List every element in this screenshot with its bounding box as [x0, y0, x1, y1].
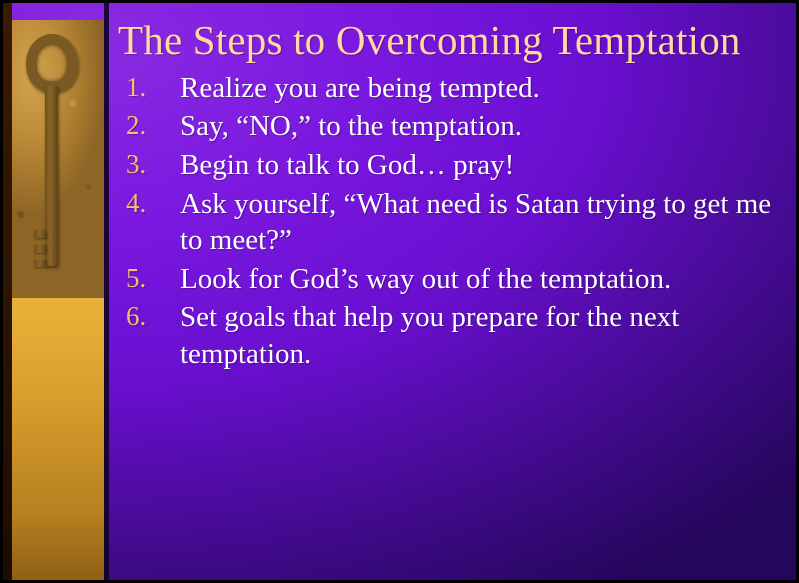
- key-tooth: [34, 260, 46, 267]
- key-tooth: [34, 230, 46, 238]
- list-item-text: Begin to talk to God… pray!: [180, 148, 515, 181]
- key-icon: [22, 34, 82, 284]
- list-item: [118, 108, 787, 145]
- list-item-number: 1.: [126, 71, 147, 102]
- list-item-number: 4.: [126, 187, 147, 218]
- list-item-number: 3.: [126, 148, 147, 179]
- list-item-text: Ask yourself, “What need is Satan trying to get me to meet?”: [180, 187, 772, 257]
- list-item-text: Realize you are being tempted.: [180, 71, 540, 104]
- list-item-text: Set goals that help you prepare for the next temptation.: [180, 301, 680, 370]
- list-item: [118, 299, 787, 372]
- steps-list: [118, 70, 787, 372]
- key-photograph: [0, 20, 104, 298]
- list-item-number: 2.: [126, 110, 147, 141]
- slide-title: The Steps to Overcoming Temptation: [118, 17, 741, 63]
- list-item: [118, 261, 787, 298]
- list-item: [118, 186, 787, 259]
- key-shaft: [45, 86, 58, 266]
- list-item-number: 6.: [126, 301, 147, 332]
- list-item: [118, 70, 787, 107]
- left-decorative-column: [0, 0, 104, 583]
- key-tooth: [34, 245, 46, 253]
- list-item-text: Look for God’s way out of the temptation.: [180, 262, 672, 295]
- left-edge-strip: [0, 0, 12, 583]
- slide-content: [109, 0, 799, 583]
- list-item: [118, 147, 787, 184]
- gold-panel: [0, 298, 104, 583]
- list-item-number: 5.: [126, 262, 147, 293]
- list-item-text: Say, “NO,” to the temptation.: [180, 110, 523, 143]
- key-bow: [26, 34, 78, 92]
